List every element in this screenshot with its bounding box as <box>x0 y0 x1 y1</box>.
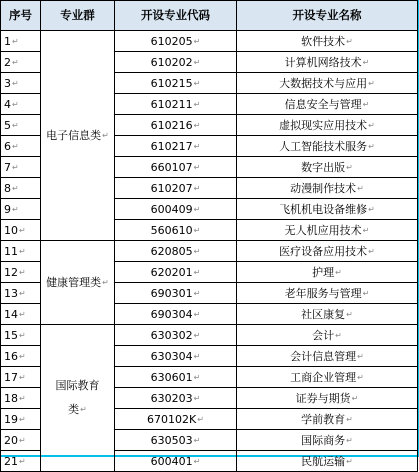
name-text: 老年服务与管理 <box>284 286 362 300</box>
cell-seq <box>1 346 41 367</box>
paragraph-mark: ↵ <box>193 288 201 298</box>
code-text: 670102K <box>147 412 197 426</box>
paragraph-mark: ↵ <box>19 225 26 235</box>
paragraph-mark: ↵ <box>193 120 201 130</box>
seq-text: 10 <box>4 223 18 237</box>
name-text: 国际商务 <box>301 433 346 447</box>
paragraph-mark: ↵ <box>102 277 109 287</box>
paragraph-mark: ↵ <box>357 351 364 361</box>
paragraph-mark: ↵ <box>193 99 201 109</box>
cell-name <box>237 346 418 367</box>
table-row <box>1 31 418 52</box>
code-text: 610202 <box>150 55 193 69</box>
seq-text: 13 <box>4 286 18 300</box>
cell-name <box>237 325 418 346</box>
code-text: 610216 <box>150 118 193 132</box>
cell-name <box>237 241 418 262</box>
cell-seq <box>1 367 41 388</box>
name-text: 会计信息管理 <box>290 349 357 363</box>
header-seq: 序号 <box>1 1 41 31</box>
paragraph-mark: ↵ <box>19 267 26 277</box>
seq-text: 2 <box>4 55 11 69</box>
code-text: 610207 <box>150 181 193 195</box>
cell-seq <box>1 220 41 241</box>
cell-group <box>41 241 115 325</box>
code-text: 610211 <box>150 97 193 111</box>
paragraph-mark: ↵ <box>193 267 201 277</box>
code-text: 630601 <box>150 370 193 384</box>
cell-seq <box>1 52 41 73</box>
cell-name <box>237 367 418 388</box>
paragraph-mark: ↵ <box>19 330 26 340</box>
seq-text: 6 <box>4 139 11 153</box>
paragraph-mark: ↵ <box>346 456 353 466</box>
paragraph-mark: ↵ <box>193 309 201 319</box>
seq-text: 14 <box>4 307 18 321</box>
cell-name <box>237 220 418 241</box>
paragraph-mark: ↵ <box>197 414 204 424</box>
cell-name <box>237 409 418 430</box>
cell-seq <box>1 157 41 178</box>
cell-name <box>237 31 418 52</box>
paragraph-mark: ↵ <box>12 183 19 193</box>
group-label <box>56 374 100 422</box>
seq-text: 12 <box>4 265 18 279</box>
cell-code <box>115 31 237 52</box>
paragraph-mark: ↵ <box>19 372 26 382</box>
code-text: 610215 <box>150 76 193 90</box>
name-text: 软件技术 <box>301 34 346 48</box>
cell-name <box>237 430 418 451</box>
cell-seq <box>1 430 41 451</box>
name-text: 大数据技术与应用 <box>279 76 368 90</box>
name-text: 虚拟现实应用技术 <box>279 118 368 132</box>
cell-name <box>237 115 418 136</box>
paragraph-mark: ↵ <box>19 246 26 256</box>
paragraph-mark: ↵ <box>12 204 19 214</box>
name-text: 医疗设备应用技术 <box>279 244 368 258</box>
paragraph-mark: ↵ <box>368 204 375 214</box>
paragraph-mark: ↵ <box>368 246 375 256</box>
header-name: 开设专业名称 <box>237 1 418 31</box>
name-text: 无人机应用技术 <box>284 223 362 237</box>
cell-name <box>237 304 418 325</box>
cell-code <box>115 367 237 388</box>
name-text: 民航运输 <box>301 454 346 468</box>
cell-seq <box>1 283 41 304</box>
name-text: 证券与期货 <box>295 391 351 405</box>
seq-text: 1 <box>4 34 11 48</box>
group-label <box>46 124 109 148</box>
cell-name <box>237 199 418 220</box>
seq-text: 5 <box>4 118 11 132</box>
paragraph-mark: ↵ <box>362 288 370 298</box>
name-text: 数字出版 <box>301 160 346 174</box>
paragraph-mark: ↵ <box>193 435 201 445</box>
cell-seq <box>1 115 41 136</box>
cell-seq <box>1 73 41 94</box>
paragraph-mark: ↵ <box>19 351 26 361</box>
cell-code <box>115 430 237 451</box>
table-header-row <box>1 1 418 31</box>
cell-code <box>115 451 237 472</box>
cell-seq <box>1 241 41 262</box>
paragraph-mark: ↵ <box>346 309 353 319</box>
paragraph-mark: ↵ <box>335 267 342 277</box>
cell-code <box>115 283 237 304</box>
seq-text: 11 <box>4 244 18 258</box>
code-text: 630302 <box>150 328 193 342</box>
group-label-line: 国际教育 <box>55 379 100 392</box>
cell-name <box>237 94 418 115</box>
seq-text: 9 <box>4 202 11 216</box>
seq-text: 19 <box>4 412 18 426</box>
paragraph-mark: ↵ <box>12 162 19 172</box>
cell-seq <box>1 136 41 157</box>
code-text: 620201 <box>150 265 193 279</box>
paragraph-mark: ↵ <box>193 246 201 256</box>
code-text: 630503 <box>150 433 193 447</box>
cell-code <box>115 199 237 220</box>
paragraph-mark: ↵ <box>362 225 370 235</box>
code-text: 630203 <box>150 391 193 405</box>
group-label-line: 健康管理类 <box>46 275 102 289</box>
table-row <box>1 241 418 262</box>
cell-seq <box>1 94 41 115</box>
cell-group <box>41 31 115 241</box>
paragraph-mark: ↵ <box>12 120 19 130</box>
paragraph-mark: ↵ <box>357 183 364 193</box>
paragraph-mark: ↵ <box>346 162 353 172</box>
paragraph-mark: ↵ <box>351 393 359 403</box>
paragraph-mark: ↵ <box>362 57 370 67</box>
seq-text: 18 <box>4 391 18 405</box>
name-text: 计算机网络技术 <box>284 55 362 69</box>
cell-name <box>237 157 418 178</box>
cell-name <box>237 73 418 94</box>
seq-text: 7 <box>4 160 11 174</box>
cell-seq <box>1 304 41 325</box>
seq-text: 21 <box>4 454 18 468</box>
cell-seq <box>1 262 41 283</box>
paragraph-mark: ↵ <box>193 330 201 340</box>
code-text: 690301 <box>150 286 193 300</box>
paragraph-mark: ↵ <box>362 99 370 109</box>
paragraph-mark: ↵ <box>12 99 19 109</box>
cell-name <box>237 136 418 157</box>
header-group: 专业群 <box>41 1 115 31</box>
paragraph-mark: ↵ <box>193 57 201 67</box>
paragraph-mark: ↵ <box>193 372 201 382</box>
table-row <box>1 325 418 346</box>
name-text: 人工智能技术服务 <box>279 139 368 153</box>
paragraph-mark: ↵ <box>193 36 201 46</box>
cell-code <box>115 157 237 178</box>
seq-text: 3 <box>4 76 11 90</box>
cell-code <box>115 178 237 199</box>
paragraph-mark: ↵ <box>19 309 26 319</box>
cell-seq <box>1 31 41 52</box>
cell-seq <box>1 388 41 409</box>
cell-name <box>237 451 418 472</box>
paragraph-mark: ↵ <box>193 162 201 172</box>
cell-code <box>115 220 237 241</box>
paragraph-mark: ↵ <box>19 393 26 403</box>
code-text: 600401 <box>150 454 193 468</box>
name-text: 学前教育 <box>301 412 346 426</box>
cell-name <box>237 262 418 283</box>
cell-code <box>115 241 237 262</box>
seq-text: 17 <box>4 370 18 384</box>
code-text: 630304 <box>150 349 193 363</box>
code-text: 560610 <box>150 223 193 237</box>
name-text: 飞机机电设备维修 <box>279 202 368 216</box>
cell-code <box>115 136 237 157</box>
cell-seq <box>1 199 41 220</box>
paragraph-mark: ↵ <box>12 36 19 46</box>
paragraph-mark: ↵ <box>368 120 375 130</box>
paragraph-mark: ↵ <box>19 414 26 424</box>
code-text: 690304 <box>150 307 193 321</box>
paragraph-mark: ↵ <box>335 330 342 340</box>
cell-code <box>115 52 237 73</box>
name-text: 工商企业管理 <box>290 370 357 384</box>
code-text: 610217 <box>150 139 193 153</box>
group-label <box>46 271 109 295</box>
header-code: 开设专业代码 <box>115 1 237 31</box>
cell-seq <box>1 178 41 199</box>
name-text: 会计 <box>312 328 335 342</box>
code-text: 610205 <box>150 34 193 48</box>
paragraph-mark: ↵ <box>193 183 201 193</box>
seq-text: 16 <box>4 349 18 363</box>
cell-code <box>115 94 237 115</box>
name-text: 社区康复 <box>301 307 346 321</box>
paragraph-mark: ↵ <box>193 141 201 151</box>
paragraph-mark: ↵ <box>12 141 19 151</box>
paragraph-mark: ↵ <box>346 435 353 445</box>
paragraph-mark: ↵ <box>193 225 201 235</box>
cell-seq <box>1 325 41 346</box>
paragraph-mark: ↵ <box>368 141 375 151</box>
paragraph-mark: ↵ <box>193 204 201 214</box>
cell-code <box>115 73 237 94</box>
name-text: 信息安全与管理 <box>284 97 362 111</box>
cell-code <box>115 346 237 367</box>
paragraph-mark: ↵ <box>193 78 201 88</box>
seq-text: 8 <box>4 181 11 195</box>
paragraph-mark: ↵ <box>19 456 26 466</box>
cell-code <box>115 115 237 136</box>
cell-code <box>115 304 237 325</box>
group-label-line: 类 <box>68 403 80 416</box>
group-label-line: 电子信息类 <box>46 128 102 142</box>
cell-name <box>237 178 418 199</box>
cell-seq <box>1 451 41 472</box>
cell-code <box>115 388 237 409</box>
paragraph-mark: ↵ <box>12 57 19 67</box>
paragraph-mark: ↵ <box>368 78 375 88</box>
seq-text: 4 <box>4 97 11 111</box>
paragraph-mark: ↵ <box>102 130 109 140</box>
cell-code <box>115 325 237 346</box>
code-text: 620805 <box>150 244 193 258</box>
paragraph-mark: ↵ <box>80 405 87 414</box>
paragraph-mark: ↵ <box>346 36 353 46</box>
paragraph-mark: ↵ <box>346 414 353 424</box>
cell-name <box>237 52 418 73</box>
paragraph-mark: ↵ <box>19 288 26 298</box>
code-text: 660107 <box>150 160 193 174</box>
paragraph-mark: ↵ <box>357 372 364 382</box>
seq-text: 15 <box>4 328 18 342</box>
paragraph-mark: ↵ <box>193 456 201 466</box>
cell-seq <box>1 409 41 430</box>
name-text: 护理 <box>312 265 335 279</box>
seq-text: 20 <box>4 433 18 447</box>
cell-name <box>237 388 418 409</box>
paragraph-mark: ↵ <box>193 351 201 361</box>
table-body <box>1 31 418 472</box>
cell-code <box>115 409 237 430</box>
paragraph-mark: ↵ <box>193 393 201 403</box>
cell-code <box>115 262 237 283</box>
cell-group <box>41 325 115 472</box>
cell-name <box>237 283 418 304</box>
name-text: 动漫制作技术 <box>290 181 357 195</box>
code-text: 600409 <box>150 202 193 216</box>
paragraph-mark: ↵ <box>19 435 26 445</box>
paragraph-mark: ↵ <box>12 78 19 88</box>
